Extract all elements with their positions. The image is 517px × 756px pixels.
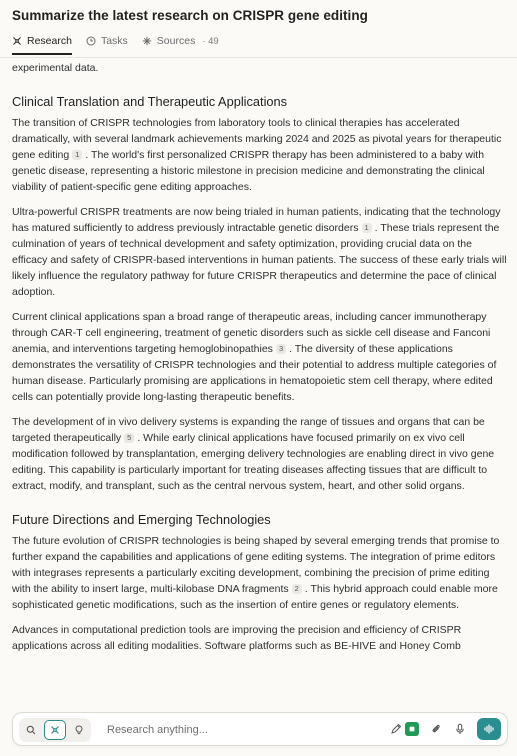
model-selector[interactable] (389, 722, 419, 736)
lead-fragment: experimental data. (12, 62, 99, 74)
voice-mode-button[interactable] (477, 718, 501, 740)
composer-bar (12, 712, 508, 746)
citation-badge[interactable]: 1 (72, 150, 82, 160)
pen-icon (390, 723, 402, 735)
research-mode-icon (50, 725, 60, 735)
app-badge-icon[interactable] (405, 722, 419, 736)
paragraph: The transition of CRISPR technologies from laboratory tools to clinical therapies has accelerated dramatically, with several landmark achievements marking 2024 and 2025 as pivotal years for therapeutic gene editing 1 . The world's first personalized CRISPR therapy has been administered to a baby with genetic disease, representing a historic milestone in precision medicine and demonstrating the clinical viability of patient-specific gene editing approaches. (12, 117, 502, 193)
tab-research[interactable] (12, 35, 72, 54)
header (0, 0, 517, 58)
search-mode-button[interactable] (20, 720, 42, 740)
page-title: Summarize the latest research on CRISPR gene editing (12, 8, 368, 23)
tasks-icon (86, 36, 96, 46)
attach-button[interactable] (429, 722, 443, 736)
paragraph: Current clinical applications span a broad range of therapeutic areas, including cancer immunotherapy through CAR-T cell engineering, treatment of genetic disorders such as sickle cell disease and Fanconi anemia, and interventions targeting hemoglobinopathies 3 . The diversity of these applications demonstrates the versatility of CRISPR technologies and their potential to address multiple categories of human disease. Particularly promising are applications in hematopoietic stem cell therapy, where edited cells can potentially provide long-lasting therapeutic benefits. (12, 311, 497, 403)
mode-selector (19, 718, 91, 742)
labs-mode-button[interactable] (68, 720, 90, 740)
composer-actions (389, 718, 501, 740)
tab-sources[interactable] (142, 35, 219, 54)
paragraph: The future evolution of CRISPR technologies is being shaped by several emerging trends that promise to further expand the capabilities and applications of gene editing systems. The integration of prime editors with integrases represents a particularly exciting development, combining the precision of prime editing with the ability to insert large, multi-kilobase DNA fragments 2 . This hybrid approach could enable more sophisticated genetic modifications, such as the insertion of entire genes or regulatory elements. (12, 535, 500, 611)
search-input[interactable] (107, 720, 367, 740)
pen-button[interactable] (389, 722, 403, 736)
section-heading: Future Directions and Emerging Technologies (12, 512, 271, 527)
mic-button[interactable] (453, 722, 467, 736)
sources-count: · 49 (202, 35, 219, 47)
citation-badge[interactable]: 2 (292, 584, 302, 594)
paragraph: Advances in computational prediction tools are improving the precision and efficiency of CRISPR applications across all editing modalities. Software platforms such as BE-HIVE and Honey Comb (12, 624, 462, 652)
research-icon (12, 36, 22, 46)
section-heading: Clinical Translation and Therapeutic Applications (12, 94, 288, 109)
citation-badge[interactable]: 3 (276, 344, 286, 354)
tab-research-label: Research (27, 35, 72, 47)
research-content[interactable] (12, 58, 507, 756)
sources-icon (142, 36, 152, 46)
paragraph: Ultra-powerful CRISPR treatments are now being trialed in human patients, indicating that the technology has matured sufficiently to address previously intractable genetic disorders 1 . These trials represent the culmination of years of technical development and safety optimization, providing crucial data on the efficacy and safety of CRISPR-based interventions in human patients. The success of these early trials will likely influence the regulatory pathway for future CRISPR therapeutics and determine the pace of clinical adoption. (12, 206, 507, 298)
paragraph: The development of in vivo delivery systems is expanding the range of tissues and organs that can be targeted therapeutically 5 . While early clinical applications have focused primarily on ex vivo cell modification followed by transplantation, emerging delivery technologies are enabling direct in vivo gene editing. This capability is particularly important for treating diseases affecting tissues that are difficult to extract, modify, and transplant, such as the central nervous system, heart, and other solid organs. (12, 416, 495, 492)
citation-badge[interactable]: 5 (124, 433, 134, 443)
citation-badge[interactable]: 1 (362, 223, 372, 233)
tab-tasks-label: Tasks (100, 35, 128, 47)
mic-icon (454, 723, 466, 735)
attach-icon (430, 723, 442, 735)
tab-tasks[interactable] (86, 35, 128, 54)
tab-sources-label: Sources (156, 35, 196, 47)
lightbulb-icon (74, 725, 84, 735)
voice-wave-icon (483, 723, 495, 735)
tab-bar (12, 35, 219, 54)
research-mode-button[interactable] (44, 720, 66, 740)
search-icon (26, 725, 36, 735)
